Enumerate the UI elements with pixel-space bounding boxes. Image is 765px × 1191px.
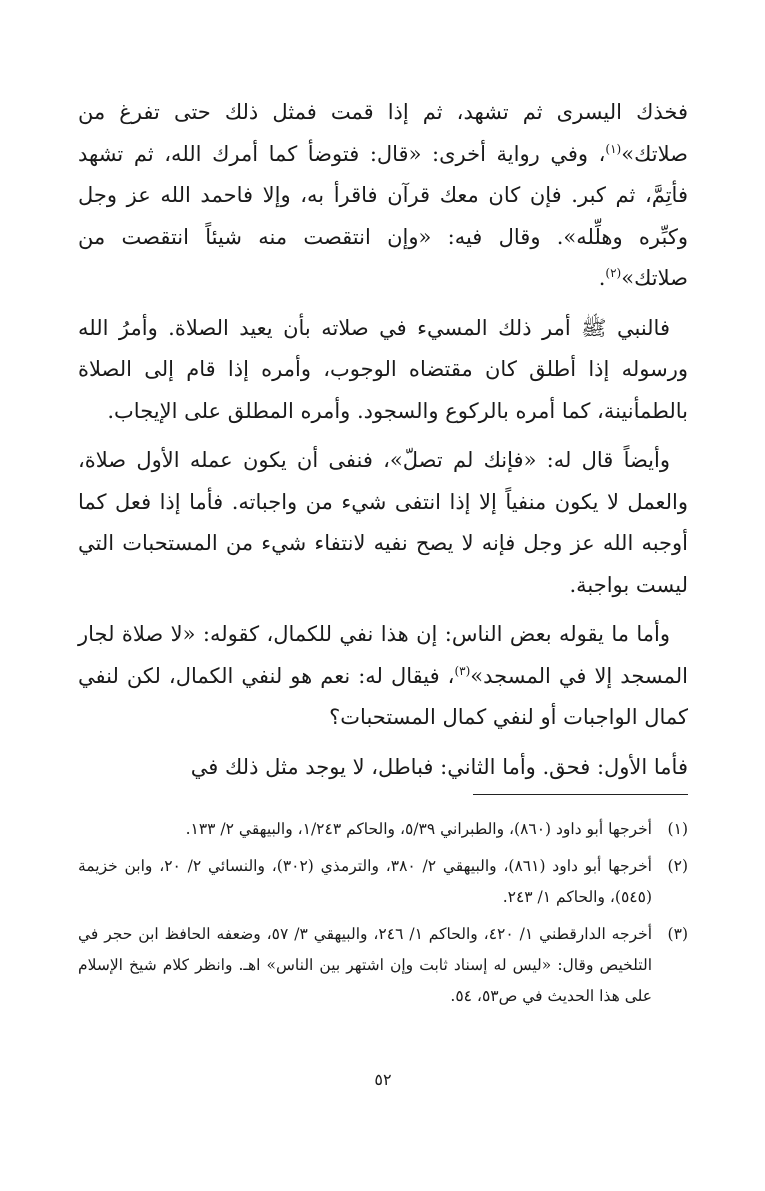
footnote-ref-2: (٢)	[605, 266, 622, 280]
paragraph-4-text-a: وأما ما يقوله بعض الناس: إن هذا نفي للكمال، كقوله: «لا صلاة لجار المسجد إلا في المسجد»	[78, 622, 688, 688]
paragraph-4	[78, 614, 688, 739]
footnote-3	[78, 919, 688, 1012]
footnote-separator	[473, 794, 688, 795]
paragraph-3: وأيضاً قال له: «فإنك لم تصلّ»، فنفى أن يكون عمله الأول صلاة، والعمل لا يكون منفياً إلا إذا انتفى شيء من واجباته. فأما إذا فعل كما أوجبه الله عز وجل فإنه لا يصح نفيه لانتفاء شيء من المستحبات التي ليست بواجبة.	[78, 448, 688, 597]
footnote-ref-3: (٣)	[454, 663, 471, 678]
footnote-number: (٢)	[667, 857, 688, 875]
footnotes	[78, 814, 688, 1018]
paragraph-1-text-c: .	[598, 266, 606, 290]
paragraph-1-text-b: ، وفي رواية أخرى: «قال: فتوضأ كما أمرك الله، ثم تشهد فأتِمَّ، ثم كبر. فإن كان معك قرآن فاقرأ به، وإلا فاحمد الله عز وجل وكبِّره وهلِّله». وقال فيه: «وإن انتقصت منه شيئاً انتقصت من صلاتك»	[78, 141, 688, 290]
footnote-text: أخرجه الدارقطني ١/ ٤٢٠، والحاكم ١/ ٢٤٦، والبيهقي ٣/ ٥٧، وضعفه الحافظ ابن حجر في التلخيص وقال: «ليس له إسناد ثابت وإن اشتهر بين الناس» اهـ. وانظر كلام شيخ الإسلام على هذا الحديث في ص٥٣، ٥٤.	[78, 925, 653, 1005]
footnote-number: (٣)	[667, 925, 688, 943]
paragraph-2: فالنبي ﷺ أمر ذلك المسيء في صلاته بأن يعيد الصلاة. وأمرُ الله ورسوله إذا أطلق كان مقتضاه الوجوب، وأمره إذا قام إلى الصلاة بالطمأنينة، كما أمره بالركوع والسجود. وأمره المطلق على الإيجاب.	[78, 315, 688, 423]
footnote-2	[78, 851, 688, 913]
paragraph-4-text-b: ، فيقال له: نعم هو لنفي الكمال، لكن لنفي كمال الواجبات أو لنفي كمال المستحبات؟	[78, 663, 688, 729]
footnote-1	[78, 814, 688, 845]
paragraph-1-text-a: فخذك اليسرى ثم تشهد، ثم إذا قمت فمثل ذلك حتى تفرغ من صلاتك»	[78, 100, 688, 166]
footnote-ref-1: (١)	[605, 141, 622, 156]
paragraph-1	[78, 92, 688, 300]
page-number: ٥٢	[374, 1070, 392, 1089]
paragraph-5: فأما الأول: فحق. وأما الثاني: فباطل، لا يوجد مثل ذلك في	[190, 754, 688, 779]
footnote-text: أخرجها أبو داود (٨٦٠)، والطبراني ٥/٣٩، والحاكم ١/٢٤٣، والبيهقي ٢/ ١٣٣.	[185, 820, 652, 838]
footnote-number: (١)	[667, 820, 688, 838]
main-text	[78, 92, 688, 796]
book-page	[78, 92, 688, 1152]
footnote-text: أخرجها أبو داود (٨٦١)، والبيهقي ٢/ ٣٨٠، والترمذي (٣٠٢)، والنسائي ٢/ ٢٠، وابن خزيمة (٥٤٥)، والحاكم ١/ ٢٤٣.	[78, 857, 652, 906]
